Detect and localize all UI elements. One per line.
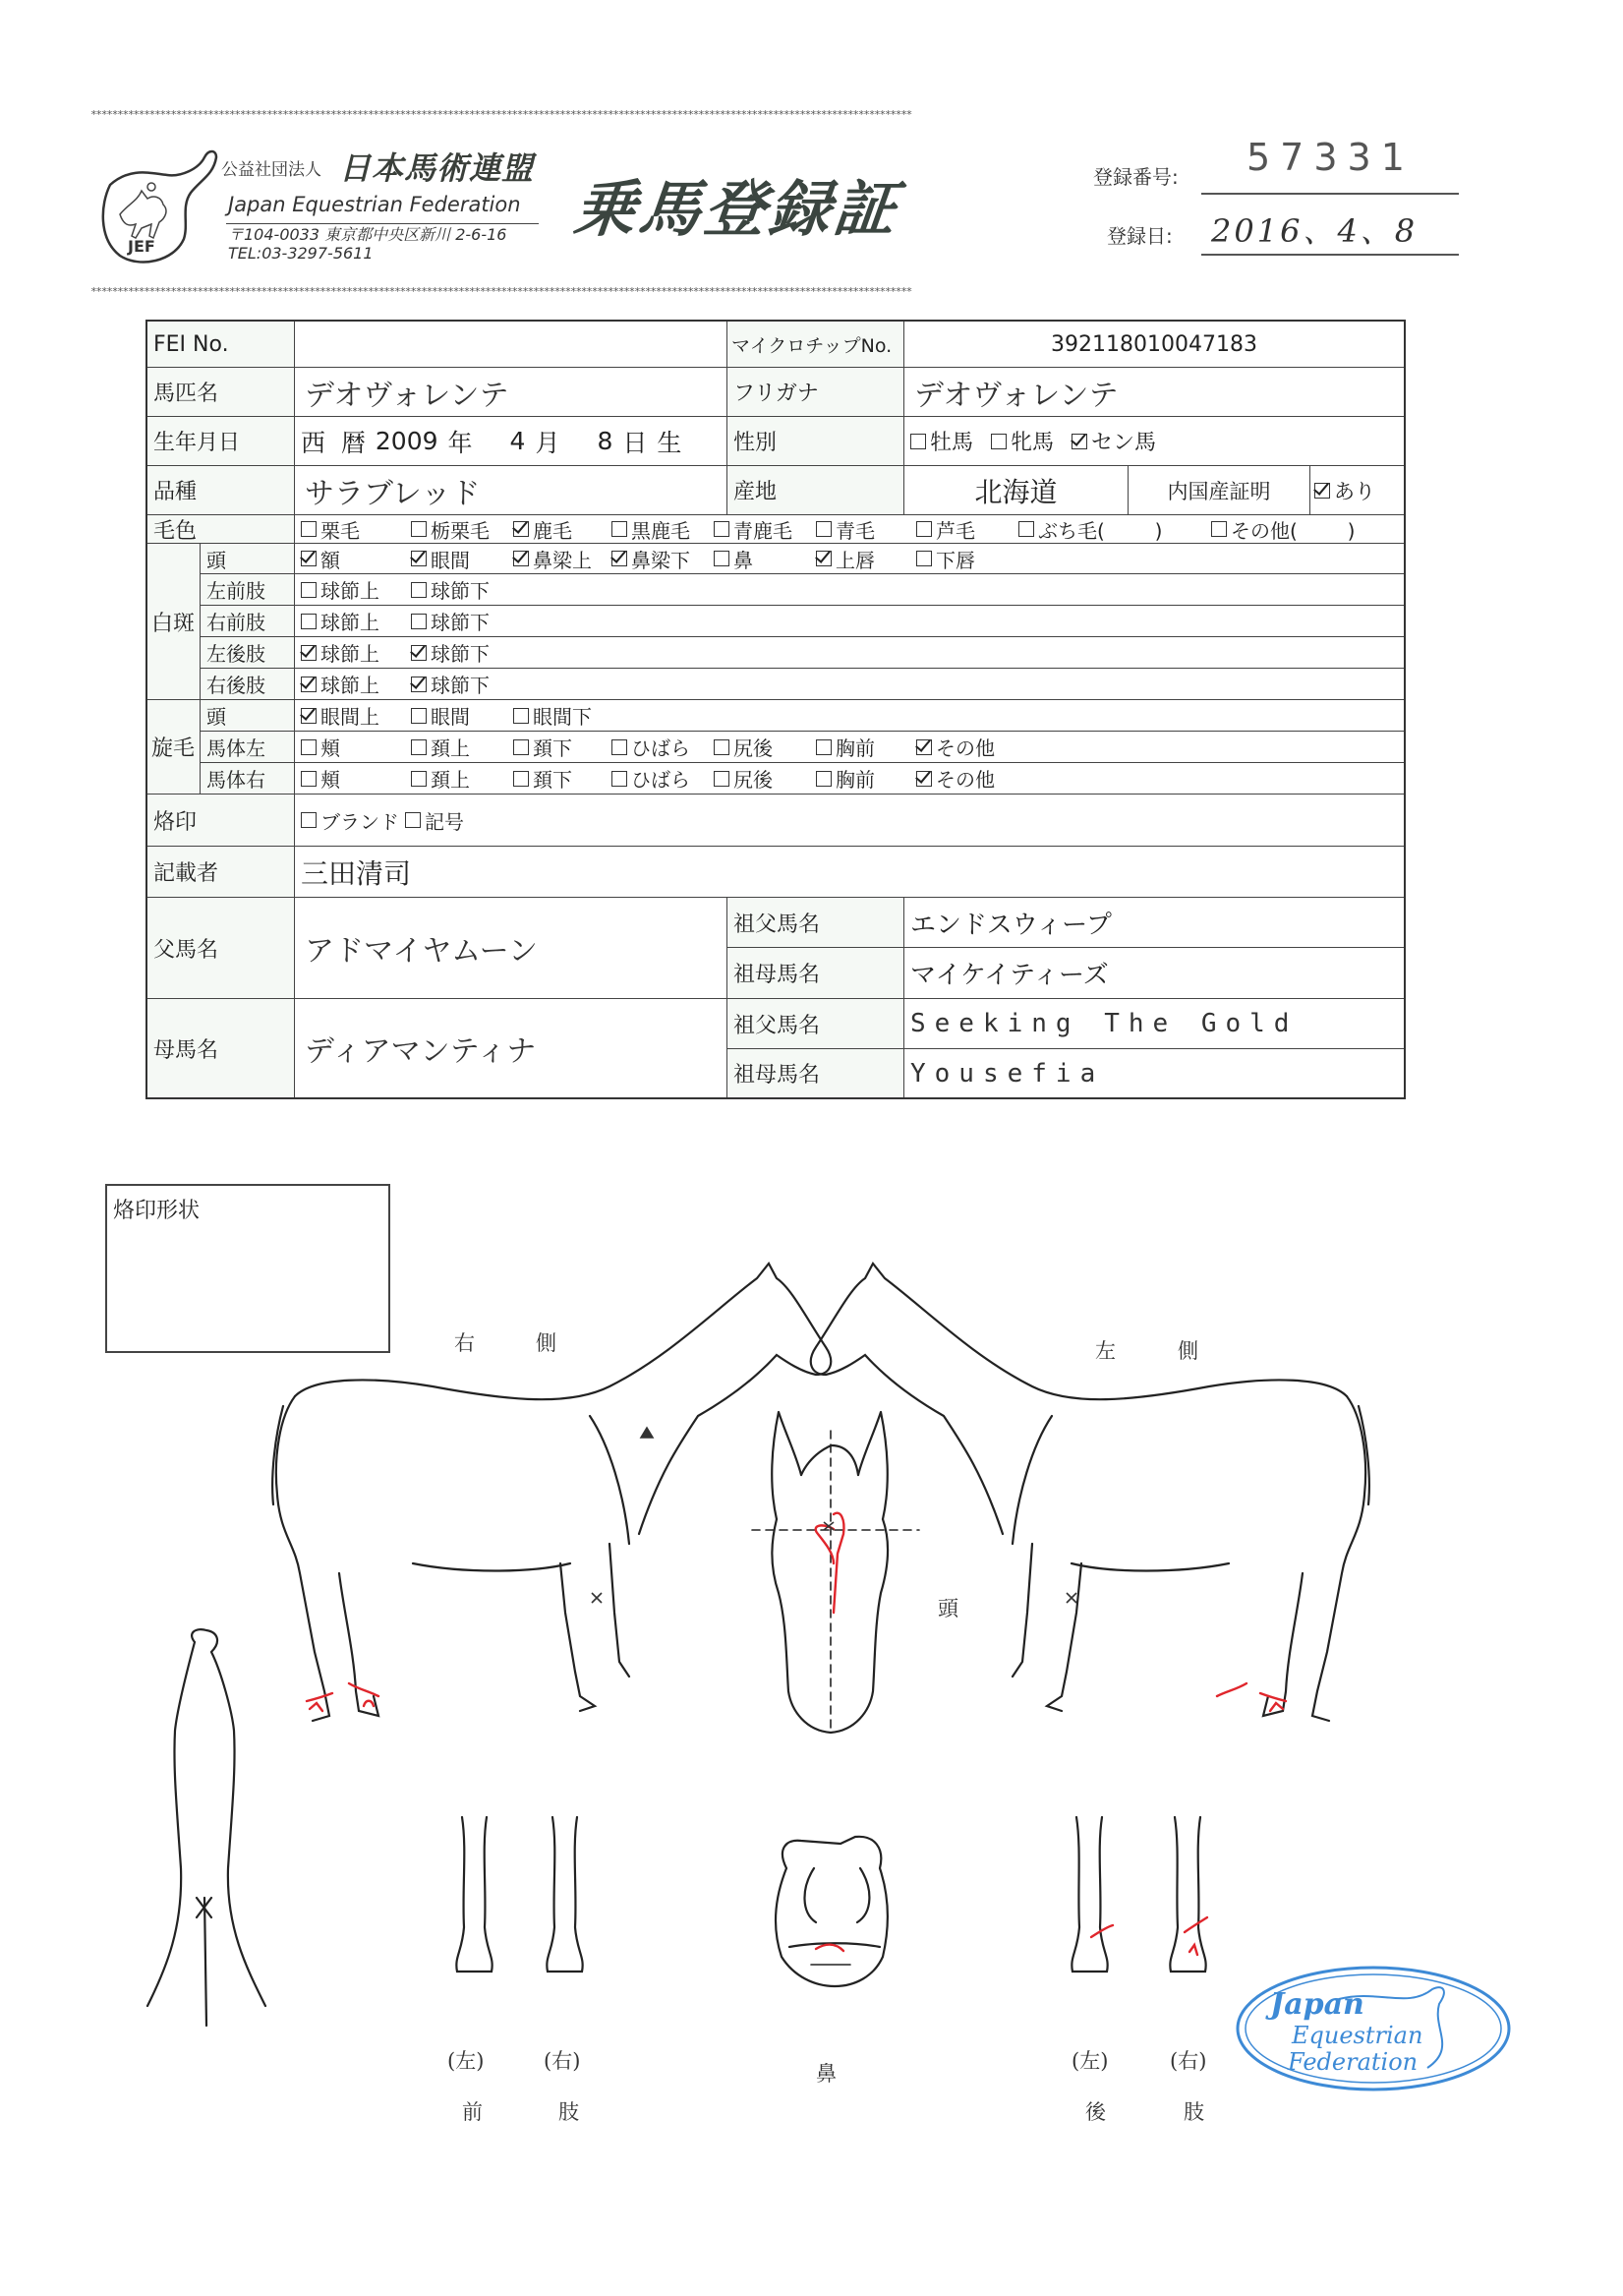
horse-nose-icon: [776, 1837, 888, 1986]
whorl-part-body-right: 馬体右: [201, 763, 295, 795]
svg-text:Equestrian: Equestrian: [1292, 2022, 1423, 2049]
white-marking-part-head: 頭: [201, 544, 295, 574]
brand-shape-label: 烙印形状: [113, 1199, 201, 1223]
org-prefix: 公益社団法人: [221, 160, 321, 180]
sex-option-gelding[interactable]: セン馬: [1072, 426, 1156, 456]
coat-option[interactable]: 鹿毛: [513, 515, 611, 544]
coat-color-label: 毛色: [147, 515, 295, 544]
brand-option[interactable]: 記号: [405, 806, 464, 835]
marking-option[interactable]: 球節下: [411, 575, 490, 604]
era: 西 暦: [301, 428, 366, 457]
sire-granddam-value: マイケイティーズ: [904, 948, 1404, 999]
whorl-option[interactable]: その他: [916, 764, 995, 793]
tel-line: TEL:03-3297-5611: [228, 244, 374, 263]
white-marking-part-right-hind: 右後肢: [201, 669, 295, 700]
domestic-cert-label: 内国産証明: [1129, 466, 1310, 515]
marking-option[interactable]: 球節上: [301, 638, 411, 667]
svg-text:Federation: Federation: [1288, 2048, 1419, 2076]
decorative-star-border-top: **********************************************************************************************************************************************************: [90, 108, 912, 121]
address-line: 〒104-0033 東京都中央区新川 2-6-16: [228, 225, 507, 244]
whorl-option[interactable]: 頬: [301, 733, 411, 761]
whorl-option[interactable]: 頚上: [411, 764, 513, 793]
domestic-cert-option[interactable]: あり: [1310, 466, 1404, 515]
marking-option[interactable]: 下唇: [916, 545, 975, 573]
sex-option-mare[interactable]: 牝馬: [991, 426, 1072, 456]
sex-option-stallion[interactable]: 牡馬: [910, 426, 991, 456]
hindlimb-caption-2: 肢: [1184, 2100, 1204, 2124]
whorl-option[interactable]: 尻後: [714, 764, 816, 793]
whorl-option[interactable]: 尻後: [714, 733, 816, 761]
coat-option[interactable]: その他( ): [1211, 515, 1355, 544]
breed-value: サラブレッド: [295, 466, 727, 515]
whorl-option[interactable]: 眼間: [411, 701, 513, 730]
hindlimb-left-label: (左): [1072, 2049, 1109, 2073]
horse-right-side-icon: [272, 1264, 831, 1721]
furigana-value: デオヴォレンテ: [904, 368, 1404, 417]
sire-value: アドマイヤムーン: [295, 898, 727, 999]
dam-grandsire-label: 祖父馬名: [727, 999, 904, 1049]
sire-label: 父馬名: [147, 898, 295, 999]
whorl-option[interactable]: 頚上: [411, 733, 513, 761]
day-unit: 日: [622, 428, 648, 457]
coat-option[interactable]: 青鹿毛: [714, 515, 816, 544]
whorl-option[interactable]: その他: [916, 733, 995, 761]
brand-label: 烙印: [147, 795, 295, 847]
marking-option[interactable]: 球節下: [411, 607, 490, 635]
registration-number: 57331: [1246, 136, 1415, 179]
birth-month: 4: [509, 427, 526, 455]
birth-date-label: 生年月日: [147, 417, 295, 466]
birth-day: 8: [597, 427, 613, 455]
marking-option[interactable]: 球節上: [301, 575, 411, 604]
head-label: 頭: [938, 1597, 958, 1620]
org-name-en: Japan Equestrian Federation: [228, 193, 521, 216]
recorder-value: 三田清司: [295, 847, 1404, 898]
marking-option[interactable]: 鼻: [714, 545, 816, 573]
marking-option[interactable]: 上唇: [816, 545, 916, 573]
whorl-option[interactable]: 眼間下: [513, 701, 592, 730]
registration-number-label: 登録番号:: [1093, 165, 1179, 189]
forelimb-caption-1: 前: [462, 2100, 483, 2124]
month-unit: 月: [535, 428, 560, 457]
forelimb-left-label: (左): [447, 2049, 485, 2073]
coat-option[interactable]: ぶち毛( ): [1018, 515, 1211, 544]
dam-granddam-value: Yousefia: [910, 1058, 1105, 1089]
svg-text:Japan: Japan: [1270, 1987, 1364, 2022]
whorls-label: 旋毛: [147, 700, 201, 795]
marking-option[interactable]: 球節上: [301, 670, 411, 698]
registration-date-label: 登録日:: [1107, 224, 1173, 248]
breed-label: 品種: [147, 466, 295, 515]
whorl-option[interactable]: ひばら: [611, 764, 714, 793]
forelimbs-icon: [456, 1817, 582, 1972]
marking-option[interactable]: 球節下: [411, 638, 490, 667]
white-marking-part-right-fore: 右前肢: [201, 606, 295, 637]
recorder-label: 記載者: [147, 847, 295, 898]
coat-option[interactable]: 黒鹿毛: [611, 515, 714, 544]
white-marking-annotations: [307, 1513, 1286, 1955]
left-side-label-1: 左: [1095, 1339, 1116, 1363]
microchip-value: 392118010047183: [904, 322, 1404, 368]
whorl-option[interactable]: 胸前: [816, 733, 916, 761]
org-name-jp: 日本馬術連盟: [339, 149, 535, 187]
left-side-label-2: 側: [1178, 1339, 1198, 1363]
marking-option[interactable]: 額: [301, 545, 411, 573]
brand-option[interactable]: ブランド: [301, 806, 399, 835]
dam-grandsire-value: Seeking The Gold: [904, 999, 1404, 1049]
whorl-part-body-left: 馬体左: [201, 732, 295, 763]
decorative-star-border-bottom: **********************************************************************************************************************************************************: [90, 285, 912, 298]
whorl-option[interactable]: 眼間上: [301, 701, 411, 730]
fei-no-label: FEI No.: [147, 322, 295, 368]
marking-option[interactable]: 鼻梁下: [611, 545, 714, 573]
sex-label: 性別: [727, 417, 904, 466]
marking-option[interactable]: 球節上: [301, 607, 411, 635]
whorl-option[interactable]: 胸前: [816, 764, 916, 793]
right-side-label-1: 右: [454, 1331, 475, 1355]
microchip-label: マイクロチップNo.: [727, 322, 904, 368]
jef-seal-stamp-icon: [1231, 1960, 1516, 2097]
right-side-label-2: 側: [536, 1331, 556, 1355]
horse-name-label: 馬匹名: [147, 368, 295, 417]
page-title: 乗馬登録証: [570, 173, 903, 245]
whorl-option[interactable]: ひばら: [611, 733, 714, 761]
birth-suffix: 生: [657, 428, 682, 457]
hindlimbs-icon: [1072, 1817, 1205, 1972]
origin-label: 産地: [727, 466, 904, 515]
coat-option[interactable]: 栃栗毛: [411, 515, 513, 544]
dam-granddam-label: 祖母馬名: [727, 1049, 904, 1097]
year-unit: 年: [447, 428, 473, 457]
coat-option[interactable]: 青毛: [816, 515, 916, 544]
sire-granddam-label: 祖母馬名: [727, 948, 904, 999]
marking-option[interactable]: 眼間: [411, 545, 513, 573]
white-markings-label: 白斑: [147, 544, 201, 700]
whorl-option[interactable]: 頚下: [513, 764, 611, 793]
horse-left-side-icon: [811, 1264, 1369, 1721]
marking-option[interactable]: 球節下: [411, 670, 490, 698]
registration-date: 2016、4、8: [1211, 212, 1419, 250]
whorl-option[interactable]: 頚下: [513, 733, 611, 761]
hindlimb-right-label: (右): [1170, 2049, 1207, 2073]
birth-year: 2009: [375, 427, 438, 455]
whorl-option[interactable]: 頬: [301, 764, 411, 793]
horse-name-value: デオヴォレンテ: [295, 368, 727, 417]
coat-option[interactable]: 栗毛: [301, 515, 411, 544]
origin-value: 北海道: [904, 466, 1129, 515]
coat-option[interactable]: 芦毛: [916, 515, 1018, 544]
hindlimb-caption-1: 後: [1085, 2100, 1106, 2124]
white-marking-part-left-fore: 左前肢: [201, 574, 295, 606]
white-marking-part-left-hind: 左後肢: [201, 637, 295, 669]
sire-grandsire-label: 祖父馬名: [727, 898, 904, 948]
forelimb-caption-2: 肢: [558, 2100, 579, 2124]
dam-label: 母馬名: [147, 999, 295, 1097]
svg-text:JEF: JEF: [128, 237, 155, 256]
horse-rear-view-icon: [147, 1629, 265, 2026]
sire-grandsire-value: エンドスウィープ: [904, 898, 1404, 948]
dam-value: ディアマンティナ: [295, 999, 727, 1097]
nose-label: 鼻: [816, 2062, 837, 2086]
furigana-label: フリガナ: [727, 368, 904, 417]
whorl-part-head: 頭: [201, 700, 295, 732]
marking-option[interactable]: 鼻梁上: [513, 545, 611, 573]
forelimb-right-label: (右): [544, 2049, 581, 2073]
